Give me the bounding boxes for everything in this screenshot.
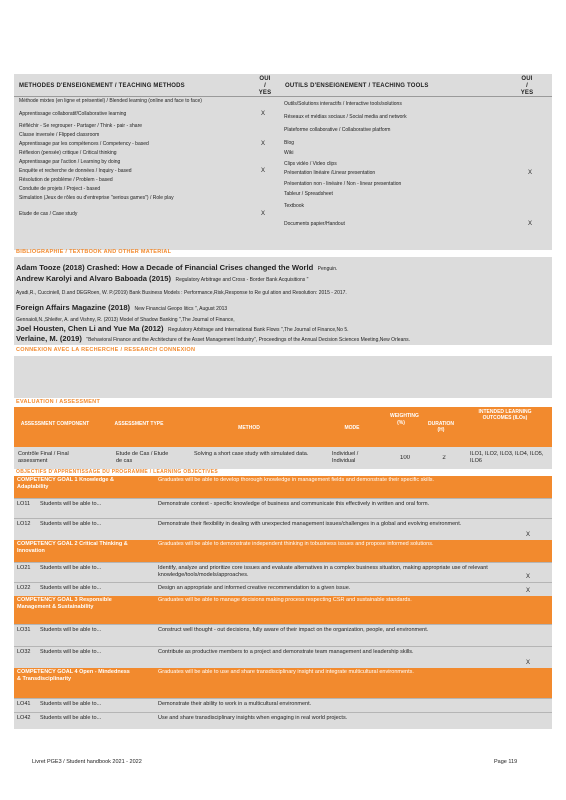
tool-label: Réseaux et médias sociaux / Social media and network <box>284 114 407 120</box>
header-assessment-component: ASSESSMENT COMPONENT <box>20 421 90 427</box>
header-assessment-type: ASSESSMENT TYPE <box>114 421 164 427</box>
bibliography-author: Joel Housten, Chen Li and Yue Ma (2012) <box>16 324 164 333</box>
method-check: X <box>261 211 266 217</box>
learning-outcome-intro: Students will be able to... <box>40 521 102 527</box>
learning-outcome-text: Demonstrate their flexibility in dealing with unexpected management issues/challenges in a global and evolving environment. <box>158 521 462 527</box>
learning-outcome-id: LO31 <box>17 627 31 633</box>
learning-outcome-id: LO32 <box>17 649 31 655</box>
assessment-method: Solving a short case study with simulated data. <box>194 451 309 457</box>
bibliography-author: Verlaine, M. (2019) <box>16 334 82 343</box>
tool-label: Présentation non - linéaire / Non - linear presentation <box>284 181 402 187</box>
header-mode: MODE <box>344 425 360 431</box>
competency-goal <box>14 540 552 562</box>
assessment-ilos: ILO1, ILO2, ILO3, ILO4, ILO5, ILO6 <box>470 451 544 464</box>
bibliography-box <box>14 257 552 345</box>
learning-outcome-id: LO11 <box>17 501 31 507</box>
bibliography-author: Foreign Affairs Magazine (2018) <box>16 303 131 312</box>
learning-outcome-intro: Students will be able to... <box>40 649 102 655</box>
competency-goal-description: Graduates will be able to use and share transdisciplinary insight and integrate multicultural environments. <box>158 669 414 675</box>
competency-goal-title: COMPETENCY GOAL 2 Critical Thinking & Innovation <box>17 541 128 554</box>
learning-outcome-row <box>14 646 552 669</box>
competency-goal-description: Graduates will be able to develop thorough knowledge in management fields and demonstrate their specific skills. <box>158 477 435 483</box>
method-label: Classe inversée / Flipped classroom <box>19 132 100 138</box>
tools-yes-header: OUI / YES <box>520 76 534 96</box>
learning-outcome-row <box>14 712 552 729</box>
method-label: Réflexion (pensée) critique / Critical thinking <box>19 150 117 156</box>
tool-label: Présentation linéaire /Linear presentation <box>284 170 376 176</box>
tool-check: X <box>528 221 533 227</box>
method-check: X <box>261 111 266 117</box>
method-label: Apprentissage collaboratif/Collaborative learning <box>19 111 127 117</box>
bibliography-detail: Gennaioli,N.,Shleifer, A. and Vishny, R. (2013) Model of Shadow Banking ",The Journal of Finance, <box>16 317 235 323</box>
bibliography-detail: Regulatory Arbitrage and Cross - Border Bank Acquisitions " <box>175 277 309 283</box>
learning-outcome-intro: Students will be able to... <box>40 585 102 591</box>
learning-outcome-row <box>14 498 552 519</box>
learning-outcome-check: X <box>526 588 531 594</box>
competency-goal-title: COMPETENCY GOAL 4 Open - Mindedness & Transdisciplinarity <box>17 669 130 682</box>
learning-outcome-row <box>14 562 552 583</box>
bibliography-detail: Penguin. <box>317 266 338 272</box>
learning-outcome-intro: Students will be able to... <box>40 565 102 571</box>
method-label: Etude de cas / Case study <box>19 211 78 217</box>
competency-goal-title: COMPETENCY GOAL 3 Responsible Management & Sustainability <box>17 597 112 610</box>
learning-outcome-id: LO41 <box>17 701 31 707</box>
tool-label: Wiki <box>284 150 294 156</box>
learning-outcome-id: LO12 <box>17 521 31 527</box>
bibliography-title: BIBLIOGRAPHIE / TEXTBOOK AND OTHER MATERIAL <box>16 249 172 255</box>
learning-outcome-text: Demonstrate context - specific knowledge of business and communicate this effectively in written and oral form. <box>158 501 430 507</box>
assessment-type: Etude de Cas / Etude de cas <box>116 451 169 464</box>
learning-outcome-intro: Students will be able to... <box>40 501 102 507</box>
method-label: Réfléchir - Se regrouper - Partager / Think - pair - share <box>19 123 143 129</box>
assessment-duration: 2 <box>442 455 446 461</box>
method-label: Enquête et recherche de données / Inquiry - based <box>19 168 132 174</box>
learning-outcome-intro: Students will be able to... <box>40 715 102 721</box>
tool-label: Documents papier/Handout <box>284 221 345 227</box>
method-label: Résolution de problème / Problem - based <box>19 177 113 183</box>
method-label: Apprentissage par les compétences / Competency - based <box>19 141 149 147</box>
header-method: METHOD <box>238 425 260 431</box>
assessment-component: Contrôle Final / Final assessment <box>18 451 69 464</box>
bibliography-detail: Ayadi,R., Cucciniell, D.and DEGRoen, W. P.(2019) Bank Business Models : Performance,Risk,Response to Re gul ation and Resolution: 2015 - 2017. <box>16 290 347 296</box>
learning-outcome-row <box>14 518 552 541</box>
bibliography-author: Adam Tooze (2018) Crashed: How a Decade of Financial Crises changed the World <box>16 263 314 272</box>
competency-goal <box>14 476 552 498</box>
method-label: Conduite de projets / Project - based <box>19 186 101 192</box>
bibliography-detail: "Behavioral Finance and the Architecture of the Asset Management Industry", Proceedings of the Annual Decision Sciences Meeting,New Orleans. <box>86 337 411 343</box>
bibliography-detail: New Financial Geopo litics ", August 2013 <box>134 306 228 312</box>
competency-goal-title: COMPETENCY GOAL 1 Knowledge & Adaptability <box>17 477 114 490</box>
learning-outcome-check: X <box>526 532 531 538</box>
learning-outcome-check: X <box>526 574 531 580</box>
method-check: X <box>261 141 266 147</box>
bibliography-entry <box>16 328 550 346</box>
objectives-title: OBJECTIFS D'APPRENTISSAGE DU PROGRAMME / LEARNING OBJECTIVES <box>16 469 218 475</box>
evaluation-title: EVALUATION / ASSESSMENT <box>16 399 101 405</box>
tool-label: Tableur / Spreadsheet <box>284 191 333 197</box>
learning-outcome-id: LO21 <box>17 565 31 571</box>
methods-header: METHODES D'ENSEIGNEMENT / TEACHING METHODS <box>19 83 185 89</box>
learning-outcome-id: LO42 <box>17 715 31 721</box>
learning-outcome-text: Contribute as productive members to a project and demonstrate team management and leadership skills. <box>158 649 414 655</box>
header-weighting: WEIGHTING (%) <box>390 413 419 426</box>
assessment-mode: Individuel / Individual <box>332 451 359 464</box>
competency-goal <box>14 668 552 698</box>
bibliography-author: Andrew Karolyi and Alvaro Baboada (2015) <box>16 274 172 283</box>
learning-outcome-row <box>14 698 552 713</box>
method-check: X <box>261 168 266 174</box>
tools-header: OUTILS D'ENSEIGNEMENT / TEACHING TOOLS <box>285 83 429 89</box>
learning-outcome-row <box>14 582 552 597</box>
header-ilos: INTENDED LEARNING OUTCOMES (ILOs) <box>478 409 532 421</box>
footer-handbook: Livret PGE3 / Student handbook 2021 - 2022 <box>32 759 142 765</box>
tool-label: Blog <box>284 140 295 146</box>
learning-outcome-intro: Students will be able to... <box>40 701 102 707</box>
research-connexion-title: CONNEXION AVEC LA RECHERCHE / RESEARCH CONNEXION <box>16 347 196 353</box>
learning-outcome-row <box>14 624 552 647</box>
method-label: Méthode mixtes (en ligne et présentiel) / Blended learning (online and face to face) <box>19 98 202 104</box>
objectives-table <box>14 476 552 728</box>
learning-outcome-text: Demonstrate their ability to work in a multicultural environment. <box>158 701 312 707</box>
methods-yes-header: OUI / YES <box>258 76 272 96</box>
learning-outcome-id: LO22 <box>17 585 31 591</box>
competency-goal-description: Graduates will be able to manage decisions making process respecting CSR and sustainable standards. <box>158 597 412 603</box>
competency-goal <box>14 596 552 624</box>
footer-page-number: Page 119 <box>494 759 518 765</box>
learning-outcome-text: Design an appropriate and informed creative recommendation to a given issue. <box>158 585 351 591</box>
teaching-methods-section <box>14 74 552 250</box>
tool-check: X <box>528 170 533 176</box>
research-connexion-box <box>14 356 552 398</box>
bibliography-detail: Regulatory Arbitrage and International Bank Flows ",The Journal of Finance,No 5. <box>168 327 349 333</box>
tool-label: Plateforme collaborative / Collaborative platform <box>284 127 391 133</box>
learning-outcome-text: Construct well thought - out decisions, fully aware of their impact on the organization, people, and environment. <box>158 627 429 633</box>
method-label: Simulation (Jeux de rôles ou d'entreprise "serious games") / Role play <box>19 195 174 201</box>
learning-outcome-text: Identify, analyze and prioritize core issues and evaluate alternatives in a complex business situation, making appropriate use of relevant knowledge/tools/models/approaches. <box>158 565 488 578</box>
tool-label: Textbook <box>284 203 305 209</box>
header-duration: DURATION (H) <box>428 421 455 433</box>
learning-outcome-check: X <box>526 660 531 666</box>
method-label: Apprentissage par l'action / Learning by doing <box>19 159 121 165</box>
competency-goal-description: Graduates will be able to demonstrate independent thinking in tobusiness issues and propose informed solutions. <box>158 541 434 547</box>
tool-label: Clips vidéo / Video clips <box>284 161 337 167</box>
assessment-table <box>14 407 552 469</box>
learning-outcome-intro: Students will be able to... <box>40 627 102 633</box>
assessment-weighting: 100 <box>399 455 410 461</box>
learning-outcome-text: Use and share transdisciplinary insights when engaging in real world projects. <box>158 715 348 721</box>
tool-label: Outils/Solutions interactifs / Interactive tools/solutions <box>284 101 402 107</box>
